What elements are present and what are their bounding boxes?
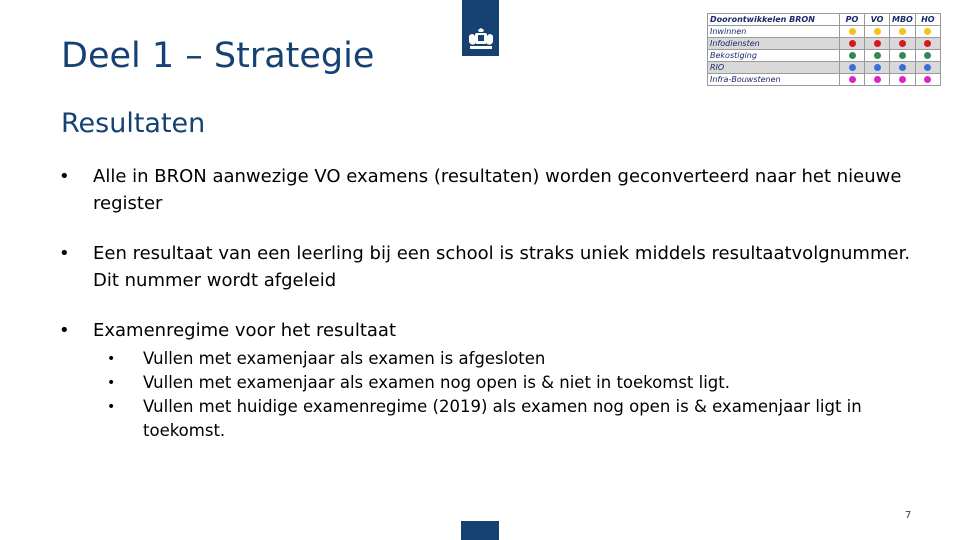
matrix-header-mbo: MBO (890, 14, 916, 26)
status-dot (924, 52, 931, 59)
footer-bar (461, 521, 499, 540)
sub-bullet-text: Vullen met examenjaar als examen nog open is & niet in toekomst ligt. (143, 373, 730, 392)
matrix-header-vo: VO (865, 14, 890, 26)
bullet-icon: • (59, 243, 70, 264)
status-dot (849, 64, 856, 71)
sub-bullet-list (93, 347, 941, 443)
matrix-row-label: RIO (708, 62, 840, 74)
sub-bullet-item (93, 371, 941, 395)
slide-title: Deel 1 – Strategie (61, 36, 375, 76)
bron-matrix-table (707, 13, 941, 86)
bullet-text: Alle in BRON aanwezige VO examens (resultaten) worden geconverteerd naar het nieuwe register (93, 166, 902, 214)
status-dot (874, 52, 881, 59)
matrix-row-label: Infodiensten (708, 38, 840, 50)
sub-bullet-text: Vullen met examenjaar als examen is afgesloten (143, 349, 546, 368)
status-dot (924, 40, 931, 47)
bullet-item (61, 163, 941, 217)
status-dot (849, 40, 856, 47)
coat-of-arms-icon (468, 28, 494, 50)
matrix-header-row (708, 14, 941, 26)
sub-bullet-text: Vullen met huidige examenregime (2019) als examen nog open is & examenjaar ligt in toekomst. (143, 397, 862, 440)
matrix-row-label: Inwinnen (708, 26, 840, 38)
slide-subtitle: Resultaten (61, 108, 206, 139)
bullet-icon: • (107, 375, 116, 391)
status-dot (874, 28, 881, 35)
bullet-text: Examenregime voor het resultaat (93, 320, 397, 341)
status-dot (899, 76, 906, 83)
bullet-icon: • (107, 399, 116, 415)
matrix-row-infodiensten (708, 38, 941, 50)
status-dot (924, 76, 931, 83)
matrix-header-ho: HO (915, 14, 940, 26)
status-dot (924, 28, 931, 35)
rijksoverheid-logo-bar (462, 0, 499, 56)
status-dot (849, 28, 856, 35)
status-dot (874, 64, 881, 71)
sub-bullet-item (93, 347, 941, 371)
bullet-list (61, 163, 941, 466)
bullet-item (61, 240, 941, 294)
status-dot (899, 52, 906, 59)
sub-bullet-item (93, 395, 941, 443)
status-dot (849, 52, 856, 59)
bullet-icon: • (107, 351, 116, 367)
status-dot (874, 76, 881, 83)
bullet-text: Een resultaat van een leerling bij een school is straks uniek middels resultaatvolgnummer. Dit nummer wordt afgeleid (93, 243, 911, 291)
matrix-row-label: Infra-Bouwstenen (708, 74, 840, 86)
matrix-row-bekostiging (708, 50, 941, 62)
matrix-row-inwinnen (708, 26, 941, 38)
bullet-icon: • (59, 320, 70, 341)
matrix-header-po: PO (840, 14, 865, 26)
matrix-row-infra-bouwstenen (708, 74, 941, 86)
status-dot (899, 64, 906, 71)
status-dot (899, 28, 906, 35)
status-dot (874, 40, 881, 47)
matrix-row-label: Bekostiging (708, 50, 840, 62)
status-dot (849, 76, 856, 83)
page-number: 7 (905, 510, 912, 521)
matrix-row-rio (708, 62, 941, 74)
status-dot (899, 40, 906, 47)
status-dot (924, 64, 931, 71)
bullet-icon: • (59, 166, 70, 187)
bullet-item (61, 317, 941, 443)
matrix-header-main: Doorontwikkelen BRON (708, 14, 840, 26)
